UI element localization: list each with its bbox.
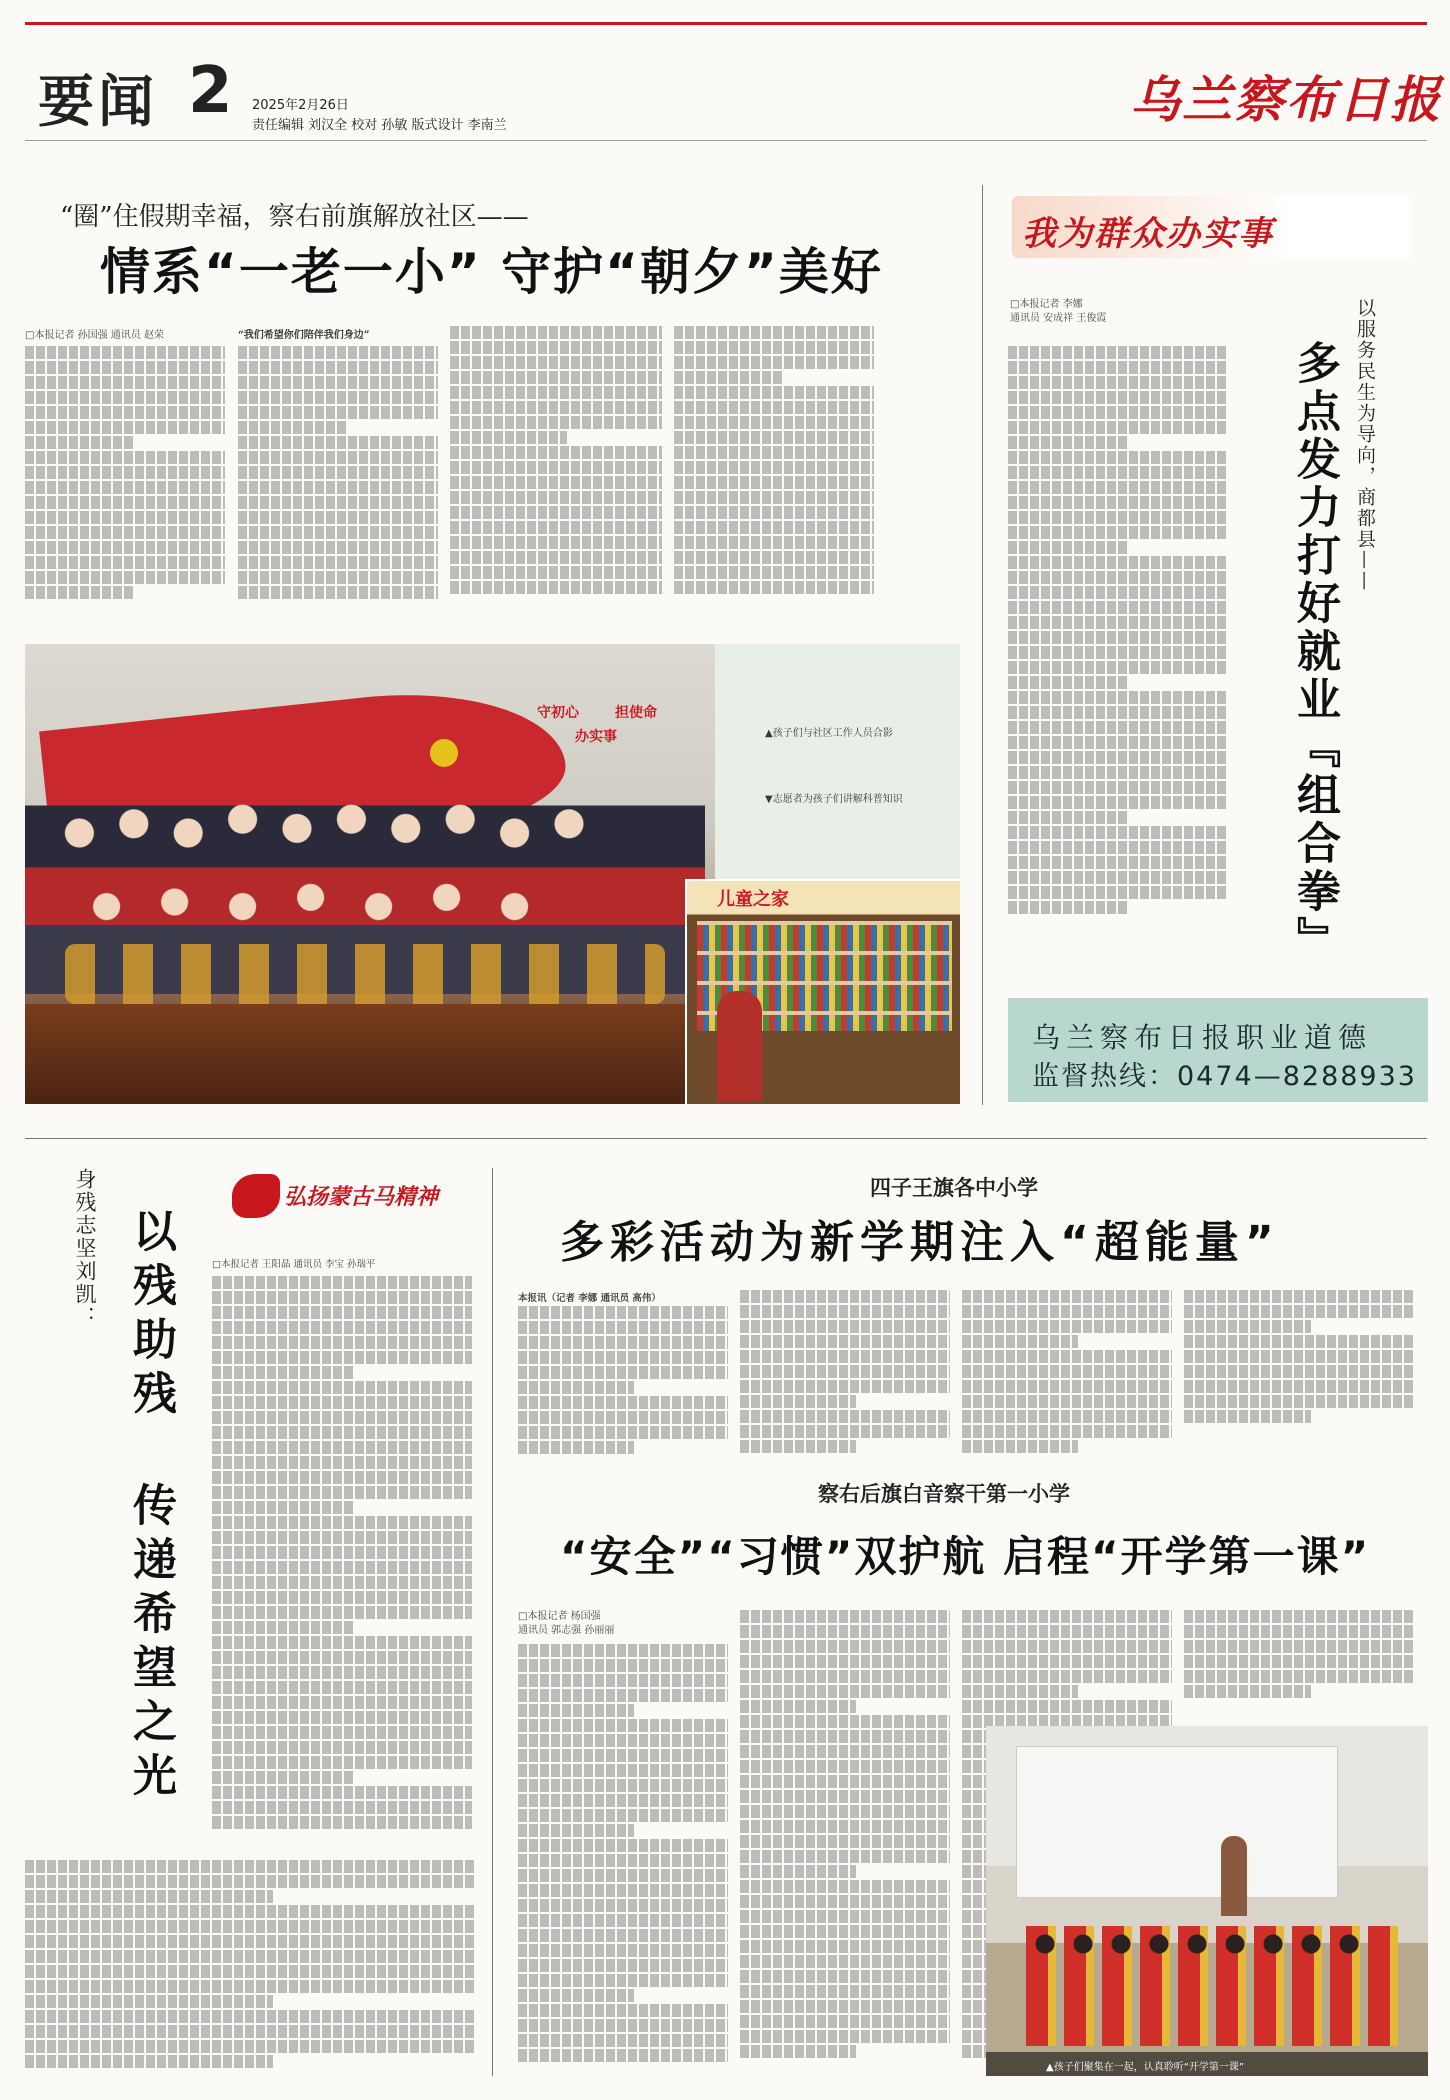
header-rule xyxy=(25,140,1427,141)
wall-slogan-3: 办实事 xyxy=(575,729,617,745)
masthead-logo: 乌兰察布日报 xyxy=(1130,70,1442,129)
page-number: 2 xyxy=(188,54,233,128)
left-article-title-2: 传递希望之光 xyxy=(125,1482,176,1806)
section-title: 要闻 xyxy=(38,70,158,135)
party-emblem-icon xyxy=(430,739,458,767)
article3-col2 xyxy=(740,1610,950,2076)
article2-col1 xyxy=(518,1306,728,1458)
wall-slogan-2: 担使命 xyxy=(615,705,657,721)
article2-byline: 本报讯（记者 李娜 通讯员 高伟） xyxy=(518,1293,661,1304)
photo-caption-2: ▼志愿者为孩子们讲解科普知识 xyxy=(765,794,903,805)
article1-col4 xyxy=(674,326,874,608)
article1-col1 xyxy=(25,346,225,608)
article1-byline: □本报记者 孙国强 通讯员 赵荣 xyxy=(25,330,164,341)
section-rule xyxy=(25,1138,1427,1139)
inset-photo-banner: 儿童之家 xyxy=(717,889,789,910)
article3-byline: □本报记者 杨国强 通讯员 郭志强 孙丽丽 xyxy=(518,1611,615,1636)
horse-icon xyxy=(232,1174,280,1218)
article1-col2 xyxy=(238,346,438,608)
issue-date: 2025年2月26日 xyxy=(252,98,349,113)
top-rule xyxy=(25,22,1427,25)
inset-photo xyxy=(685,879,960,1104)
article3-photo-caption: ▲孩子们聚集在一起，认真聆听“开学第一课” xyxy=(1046,2062,1245,2073)
left-article-title-1: 以残助残 xyxy=(125,1208,176,1424)
left-article-kicker: 身残志坚刘凯： xyxy=(73,1168,97,1329)
article3-title: “安全”“习惯”双护航 启程“开学第一课” xyxy=(560,1532,1371,1581)
article2-col2 xyxy=(740,1290,950,1458)
top-column-divider xyxy=(982,185,983,1105)
photo-caption-1: ▲孩子们与社区工作人员合影 xyxy=(765,728,893,739)
students-rows xyxy=(1026,1926,1406,2046)
inset-person xyxy=(717,991,762,1101)
left-article-banner xyxy=(232,1172,460,1228)
teacher-figure xyxy=(1221,1836,1247,1916)
article1-main-photo xyxy=(25,644,960,1104)
article1-title: 情系“一老一小” 守护“朝夕”美好 xyxy=(100,243,883,301)
article1-col3 xyxy=(450,326,662,608)
article2-title: 多彩活动为新学期注入“超能量” xyxy=(560,1217,1280,1268)
hotline-box xyxy=(1008,998,1428,1102)
hotline-line2: 监督热线：0474—8288933 xyxy=(1032,1061,1417,1092)
sidebar-text xyxy=(1008,346,1228,946)
article3-photo xyxy=(986,1726,1428,2076)
sidebar-title: 多点发力打好就业『组合拳』 xyxy=(1289,340,1340,964)
left-article-col2 xyxy=(25,1860,475,2076)
conference-table xyxy=(25,1004,715,1104)
hotline-line1: 乌兰察布日报职业道德 xyxy=(1032,1021,1373,1054)
article2-col4 xyxy=(1184,1290,1414,1458)
left-article-banner-text: 弘扬蒙古马精神 xyxy=(284,1184,439,1210)
left-article-byline: □本报记者 王阳晶 通讯员 李宝 孙瑞平 xyxy=(212,1259,376,1270)
flower-bouquets xyxy=(65,944,665,1004)
bottom-column-divider xyxy=(492,1168,493,2076)
article3-col1 xyxy=(518,1644,728,2076)
caption-panel xyxy=(715,644,960,879)
projection-screen xyxy=(1016,1746,1338,1898)
article1-col2-lead: “我们希望你们陪伴我们身边” xyxy=(238,330,370,341)
article1-kicker: “圈”住假期幸福，察右前旗解放社区—— xyxy=(60,202,529,232)
article2-col3 xyxy=(962,1290,1172,1458)
sidebar-banner-text: 我为群众办实事 xyxy=(1022,214,1274,254)
sidebar-kicker: 以服务民生为导向，商都县—— xyxy=(1354,298,1376,592)
sidebar-byline: □本报记者 李娜 通讯员 安成祥 王俊霞 xyxy=(1010,299,1107,324)
article3-kicker: 察右后旗白音察干第一小学 xyxy=(818,1481,1070,1506)
editor-credits: 责任编辑 刘汉全 校对 孙敏 版式设计 李南兰 xyxy=(252,118,507,133)
wall-slogan-1: 守初心 xyxy=(537,705,579,721)
article2-kicker: 四子王旗各中小学 xyxy=(870,1175,1038,1200)
sidebar-banner xyxy=(1012,196,1412,258)
article3-col4 xyxy=(1184,1610,1414,1718)
left-article-col1 xyxy=(212,1276,472,1856)
